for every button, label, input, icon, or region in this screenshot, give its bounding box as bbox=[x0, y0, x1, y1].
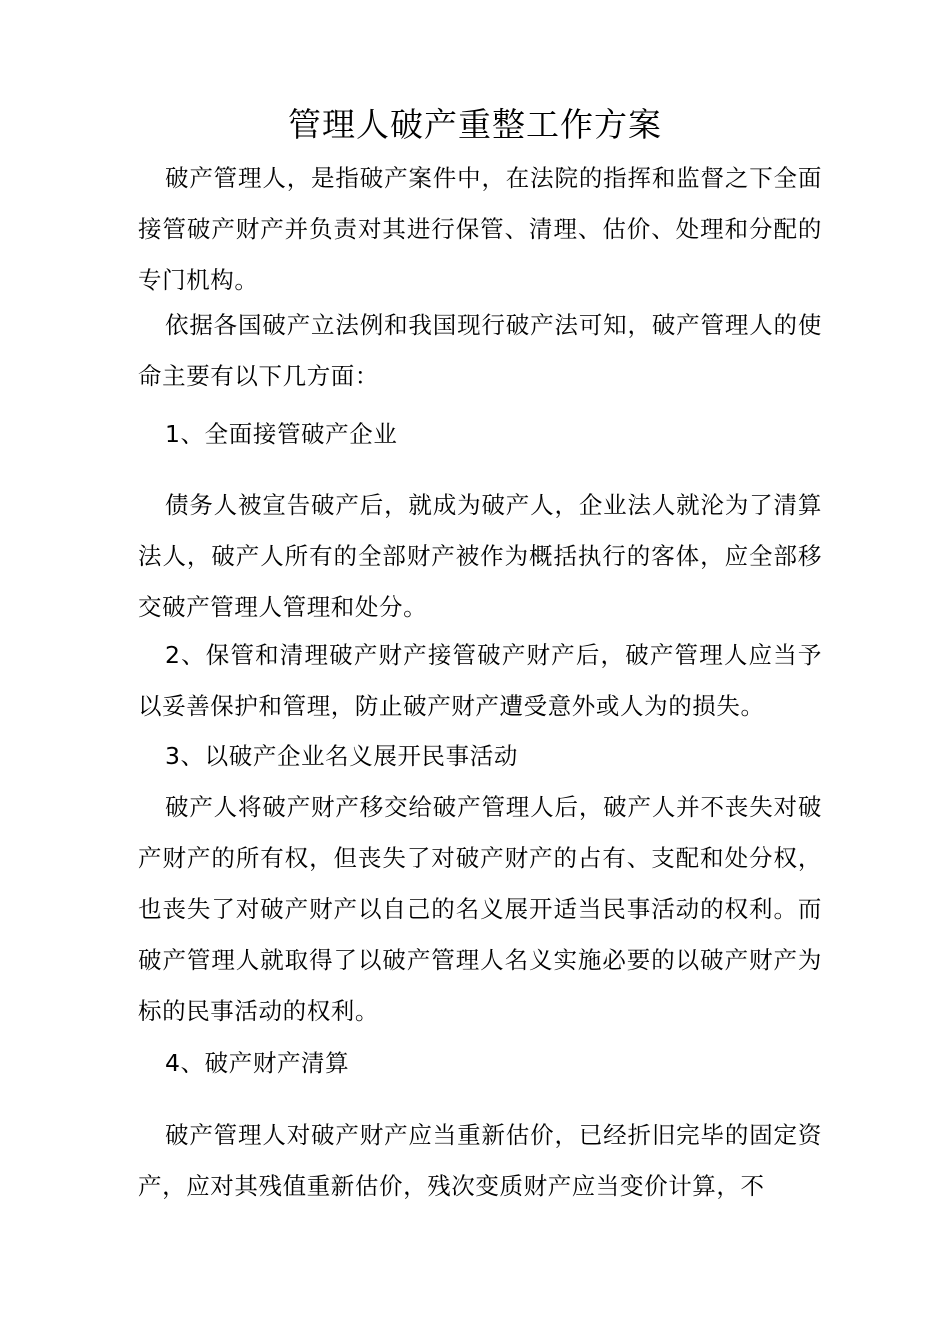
paragraph-civil-activity: 破产人将破产财产移交给破产管理人后，破产人并不丧失对破产财产的所有权，但丧失了对破产财产的占有、支配和处分权，也丧失了对破产财产以自己的名义展开适当民事活动的权利。而破产管理人就取得了以破产管理人名义实施必要的以破产财产为标的民事活动的权利。 bbox=[138, 793, 822, 1025]
section-heading-3: 3、以破产企业名义展开民事活动 bbox=[165, 742, 518, 770]
paragraph-definition: 破产管理人，是指破产案件中，在法院的指挥和监督之下全面接管破产财产并负责对其进行保管、清理、估价、处理和分配的专门机构。 bbox=[138, 164, 822, 294]
paragraph-custody: 2、保管和清理破产财产接管破产财产后，破产管理人应当予以妥善保护和管理，防止破产财产遭受意外或人为的损失。 bbox=[138, 641, 822, 720]
document-title: 管理人破产重整工作方案 bbox=[288, 105, 662, 144]
section-heading-4: 4、破产财产清算 bbox=[165, 1049, 350, 1077]
paragraph-liquidation: 破产管理人对破产财产应当重新估价，已经折旧完毕的固定资产，应对其残值重新估价，残次变质财产应当变价计算，不 bbox=[138, 1121, 822, 1200]
paragraph-mission-intro: 依据各国破产立法例和我国现行破产法可知，破产管理人的使命主要有以下几方面： bbox=[138, 311, 822, 390]
paragraph-takeover: 债务人被宣告破产后，就成为破产人，企业法人就沦为了清算法人，破产人所有的全部财产被作为概括执行的客体，应全部移交破产管理人管理和处分。 bbox=[138, 491, 822, 621]
section-heading-1: 1、全面接管破产企业 bbox=[165, 420, 398, 448]
